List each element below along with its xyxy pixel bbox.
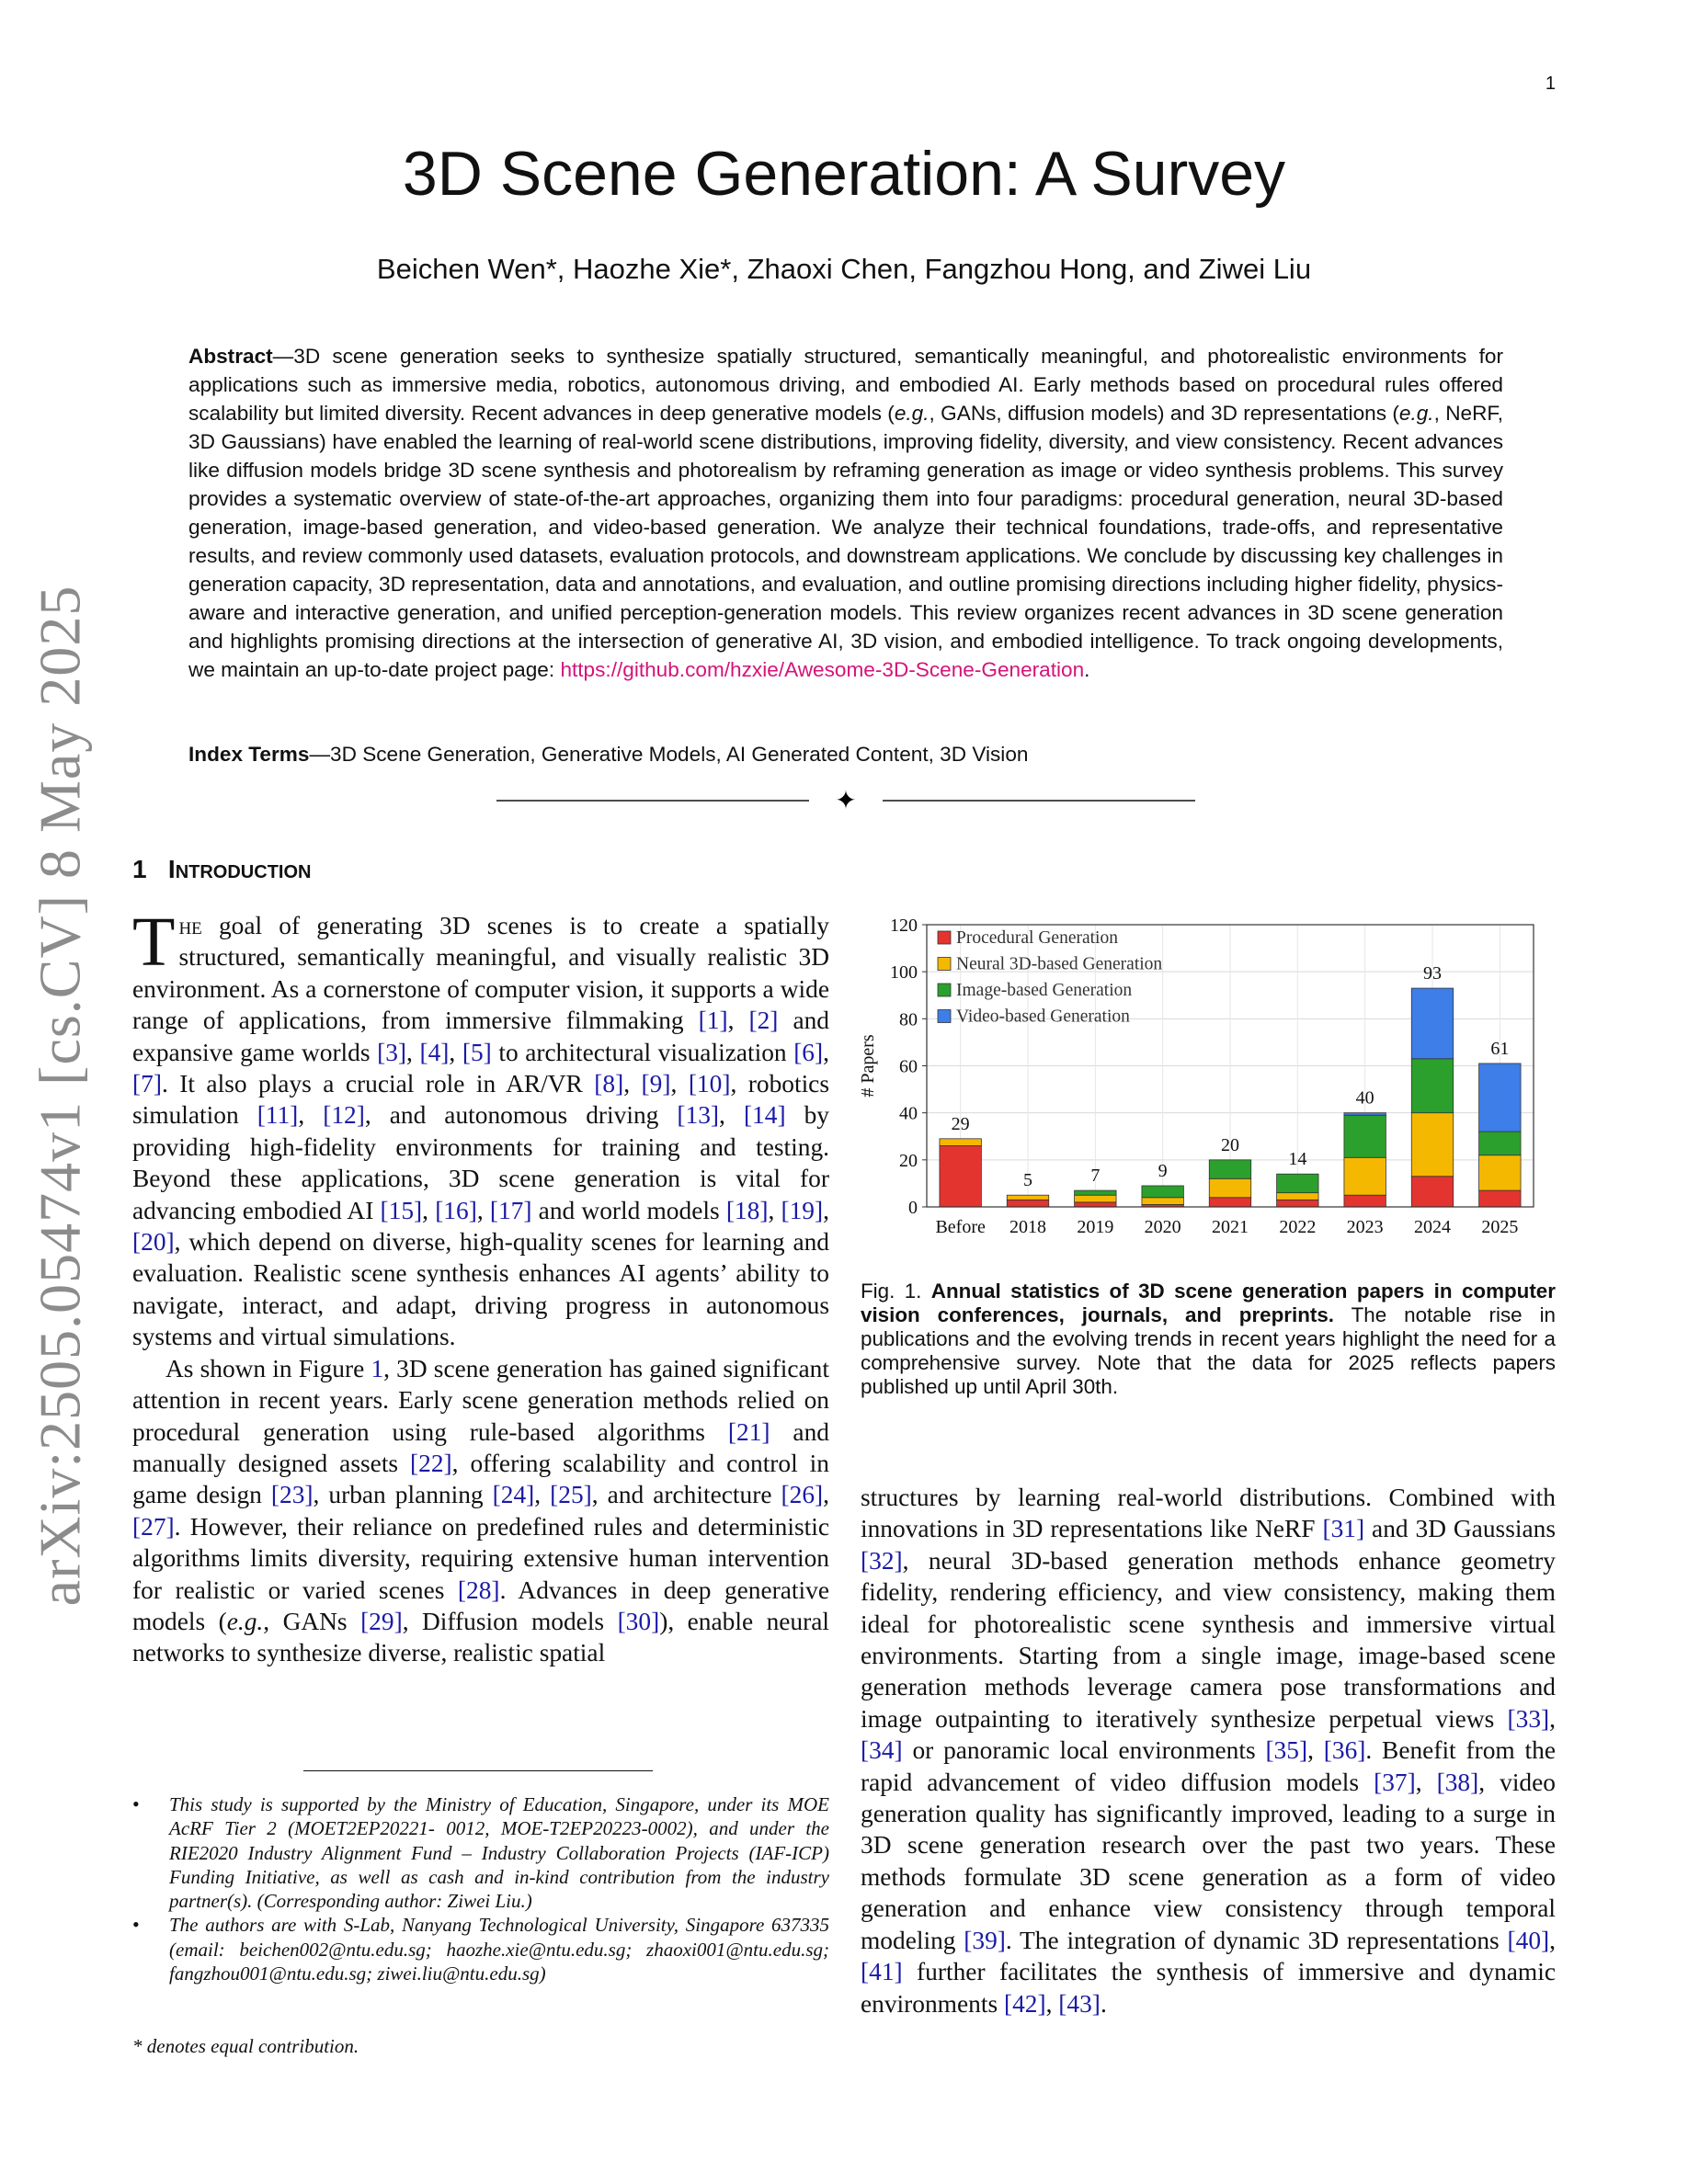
citation-link[interactable]: [31] <box>1322 1515 1365 1543</box>
figure-caption <box>861 1280 1556 1399</box>
bar-segment <box>1411 1113 1453 1177</box>
index-terms <box>188 743 1028 767</box>
legend-label: Video-based Generation <box>956 1007 1130 1027</box>
bar-total-label: 20 <box>1221 1134 1239 1155</box>
citation-link[interactable]: [36] <box>1323 1736 1366 1765</box>
citation-link[interactable]: [6] <box>793 1038 824 1066</box>
arxiv-stamp-text: arXiv:2505.05474v1 [cs.CV] 8 May 2025 <box>27 585 92 1607</box>
section-heading <box>132 855 311 884</box>
x-tick-label: 2020 <box>1144 1217 1181 1237</box>
abstract-text-2: , GANs, diffusion models) and 3D representations ( <box>929 402 1399 425</box>
abstract-label: Abstract <box>188 345 273 368</box>
footnote-rule <box>303 1770 653 1771</box>
bar-segment <box>1075 1190 1116 1195</box>
bar-total-label: 61 <box>1490 1038 1510 1059</box>
bullet-icon: • <box>132 1792 140 1815</box>
y-tick-label: 20 <box>899 1150 918 1171</box>
paper-title: 3D Scene Generation: A Survey <box>402 139 1286 209</box>
citation-link[interactable]: [1] <box>698 1007 728 1035</box>
footnote-text: The authors are with S-Lab, Nanyang Technological University, Singapore 637335 (email: beichen002@ntu.edu.sg; haozhe.xie@ntu.edu.sg; zhaoxi001@ntu.edu.sg; fangzhou001@ntu.edu.sg; ziwei.liu@ntu.edu.sg) <box>169 1914 829 1985</box>
citation-link[interactable]: [7] <box>132 1070 162 1098</box>
citation-link[interactable]: [5] <box>462 1038 492 1066</box>
bar-total-label: 7 <box>1090 1166 1101 1187</box>
bar-segment <box>1209 1160 1250 1178</box>
bar-segment <box>1075 1202 1116 1207</box>
emphasis: e.g. <box>226 1607 264 1635</box>
drop-cap: T <box>132 904 176 981</box>
citation-link[interactable]: [13] <box>677 1101 720 1130</box>
bar-segment <box>1479 1190 1521 1207</box>
intro-right-column <box>861 1482 1556 2019</box>
citation-link[interactable]: [10] <box>688 1070 731 1098</box>
bar-segment <box>1277 1174 1318 1192</box>
y-tick-label: 80 <box>899 1009 918 1030</box>
legend-label: Neural 3D-based Generation <box>956 954 1163 974</box>
bar-segment <box>1007 1195 1048 1200</box>
bar-segment <box>1209 1198 1250 1207</box>
citation-link[interactable]: [15] <box>380 1196 423 1224</box>
citation-link[interactable]: [42] <box>1003 1989 1046 2018</box>
abstract-text: —3D scene generation seeks to synthesize spatially structured, semantically meaningful, and photorealistic environments for applications such as immersive media, robotics, autonomous driving, and embodied AI. Early methods based on procedural rules offered scalability but limited diversity. Recent advances in deep generative models ( <box>188 345 1503 425</box>
citation-link[interactable]: [26] <box>781 1481 824 1509</box>
annual-papers-chart <box>853 912 1552 1247</box>
abstract-end: . <box>1084 658 1090 681</box>
citation-link[interactable]: [27] <box>132 1512 175 1541</box>
x-tick-label: 2021 <box>1212 1217 1249 1237</box>
caption-prefix: Fig. 1. <box>861 1280 931 1302</box>
citation-link[interactable]: [32] <box>861 1546 903 1575</box>
citation-link[interactable]: [22] <box>410 1449 452 1477</box>
bar-segment <box>1142 1186 1183 1198</box>
section-number: 1 <box>132 855 147 883</box>
citation-link[interactable]: [38] <box>1436 1768 1479 1796</box>
citation-link[interactable]: [8] <box>594 1070 624 1098</box>
legend-swatch <box>938 931 951 944</box>
bar-segment <box>1479 1155 1521 1190</box>
bar-segment <box>1344 1115 1386 1157</box>
arxiv-stamp <box>18 585 101 1607</box>
footnote-item <box>132 1913 829 1985</box>
x-tick-label: 2019 <box>1077 1217 1114 1237</box>
bar-total-label: 14 <box>1288 1149 1307 1170</box>
bar-total-label: 5 <box>1023 1170 1032 1191</box>
footnote-text: This study is supported by the Ministry of Education, Singapore, under its MOE AcRF Tier 2 (MOET2EP20221- 0012, MOE-T2EP20223-0002), and under the RIE2020 Industry Alignment Fund – Industry Collaboration Projects (IAF-ICP) Funding Initiative, as well as cash and in-kind contribution from the industry partner(s). (Corresponding author: Ziwei Liu.) <box>169 1793 829 1913</box>
equal-contribution-note: * denotes equal contribution. <box>132 2035 359 2057</box>
citation-link[interactable]: [33] <box>1507 1704 1550 1733</box>
abstract-eg-2: e.g. <box>1398 402 1434 425</box>
citation-link[interactable]: [37] <box>1374 1768 1416 1796</box>
abstract-text-3: , NeRF, 3D Gaussians) have enabled the learning of real-world scene distributions, improving fidelity, diversity, and view consistency. Recent advances like diffusion models bridge 3D scene synthesis and photorealism by reframing generation as image or video synthesis problems. This survey provides a systematic overview of state-of-the-art approaches, organizing them into four paradigms: procedural generation, neural 3D-based generation, image-based generation, and video-based generation. We analyze their technical foundations, trade-offs, and representative results, and review commonly used datasets, evaluation protocols, and downstream applications. We conclude by discussing key challenges in generation capacity, 3D representation, data and annotations, and evaluation, and outline promising directions including higher fidelity, physics-aware and interactive generation, and unified perception-generation models. This review organizes recent advances in 3D scene generation and highlights promising directions at the intersection of generative AI, 3D vision, and embodied intelligence. To track ongoing developments, we maintain an up-to-date project page: <box>188 402 1503 681</box>
bar-total-label: 93 <box>1423 963 1442 984</box>
citation-link[interactable]: [39] <box>964 1926 1006 1954</box>
citation-link[interactable]: [40] <box>1507 1926 1550 1954</box>
bar-total-label: 40 <box>1355 1087 1374 1109</box>
citation-link[interactable]: [9] <box>641 1070 671 1098</box>
citation-link[interactable]: [29] <box>360 1607 403 1635</box>
citation-link[interactable]: [11] <box>257 1101 299 1130</box>
legend-label: Image-based Generation <box>956 981 1133 1000</box>
y-tick-label: 0 <box>908 1198 918 1218</box>
citation-link[interactable]: [21] <box>727 1417 770 1446</box>
bar-segment <box>1479 1132 1521 1155</box>
project-page-link[interactable]: https://github.com/hzxie/Awesome-3D-Scene-Generation <box>560 658 1085 681</box>
intro-left-column <box>132 904 830 1669</box>
bar-segment <box>1007 1200 1048 1207</box>
author-list: Beichen Wen*, Haozhe Xie*, Zhaoxi Chen, Fangzhou Hong, and Ziwei Liu <box>376 253 1312 285</box>
bar-segment <box>1075 1195 1116 1202</box>
x-tick-label: 2024 <box>1414 1217 1451 1237</box>
citation-link[interactable]: [2] <box>748 1007 779 1035</box>
caption-text: The notable rise in publications and the evolving trends in recent years highlight the need for a comprehensive survey. Note that the data for 2025 reflects papers published up until April 30th. <box>861 1303 1557 1398</box>
citation-link[interactable]: [35] <box>1265 1736 1308 1765</box>
legend-swatch <box>938 984 951 996</box>
citation-link[interactable]: [34] <box>861 1736 903 1765</box>
bar-segment <box>1277 1193 1318 1200</box>
bar-segment <box>1479 1064 1521 1132</box>
page-number: 1 <box>1545 74 1556 94</box>
citation-link[interactable]: [43] <box>1058 1989 1101 2018</box>
x-tick-label: 2025 <box>1481 1217 1519 1237</box>
bar-segment <box>1411 1177 1453 1207</box>
caption-title: Annual statistics of 3D scene generation papers in computer vision conferences, journals, and preprints. <box>861 1280 1556 1326</box>
bullet-icon: • <box>132 1913 140 1937</box>
citation-link[interactable]: 1 <box>371 1354 384 1382</box>
bar-segment <box>1344 1157 1386 1195</box>
citation-link[interactable]: [17] <box>489 1196 532 1224</box>
y-tick-label: 60 <box>899 1056 918 1077</box>
abstract-eg-1: e.g. <box>894 402 930 425</box>
citation-link[interactable]: [28] <box>457 1575 500 1604</box>
citation-link[interactable]: [19] <box>781 1196 824 1224</box>
footnotes <box>132 1792 829 1985</box>
index-terms-text: —3D Scene Generation, Generative Models, AI Generated Content, 3D Vision <box>309 743 1029 766</box>
legend-label: Procedural Generation <box>956 928 1118 948</box>
bar-segment <box>1411 988 1453 1059</box>
citation-link[interactable]: [25] <box>550 1481 592 1509</box>
x-tick-label: 2018 <box>1009 1217 1046 1237</box>
intro-paragraph-2: As shown in Figure 1, 3D scene generation has gained significant attention in recent years. Early scene generation methods relied on procedural generation using rule-based algorithms [21] and manually designed assets [22], offering scalability and control in game design [23], urban planning [24], [25], and architecture [26], [27]. However, their reliance on predefined rules and deterministic algorithms limits diversity, requiring extensive human intervention for realistic or varied scenes [28]. Advances in deep generative models (e.g., GANs [29], Diffusion models [30]), enable neural networks to synthesize diverse, realistic spatial <box>132 1354 830 1667</box>
y-tick-label: 40 <box>899 1103 918 1124</box>
x-tick-label: 2022 <box>1279 1217 1317 1237</box>
index-terms-label: Index Terms <box>188 743 310 766</box>
y-tick-label: 100 <box>890 962 918 984</box>
citation-link[interactable]: [3] <box>377 1038 407 1066</box>
bar-segment <box>1209 1178 1250 1197</box>
bar-segment <box>1411 1059 1453 1113</box>
bar-segment <box>940 1145 981 1207</box>
lead-word: he <box>178 912 202 939</box>
bar-total-label: 9 <box>1158 1160 1168 1181</box>
bar-segment <box>1344 1113 1386 1116</box>
bar-segment <box>1277 1200 1318 1207</box>
citation-link[interactable]: [23] <box>270 1481 314 1509</box>
citation-link[interactable]: [14] <box>743 1101 786 1130</box>
citation-link[interactable]: [16] <box>435 1196 477 1224</box>
citation-link[interactable]: [12] <box>323 1101 365 1130</box>
bar-segment <box>940 1139 981 1146</box>
y-tick-label: 120 <box>890 916 918 936</box>
citation-link[interactable]: [30] <box>617 1607 660 1635</box>
bar-segment <box>1344 1195 1386 1207</box>
legend-swatch <box>938 958 951 971</box>
intro-paragraph-1 <box>132 904 829 1353</box>
y-axis-label: # Papers <box>858 1034 878 1098</box>
legend-swatch <box>938 1010 951 1023</box>
intro-paragraph-3: structures by learning real-world distributions. Combined with innovations in 3D representations like NeRF [31] and 3D Gaussians [32], neural 3D-based generation methods enhance geometry fidelity, rendering efficiency, and view consistency, making them ideal for photorealistic scene synthesis and immersive virtual environments. Starting from a single image, image-based scene generation methods leverage camera pose transformations and image outpainting to iteratively synthesize perpetual views [33], [34] or panoramic local environments [35], [36]. Benefit from the rapid advancement of video diffusion models [37], [38], video generation quality has significantly improved, leading to a surge in 3D scene generation research over the past two years. These methods formulate 3D scene generation as a form of video generation and enhance view consistency through temporal modeling [39]. The integration of dynamic 3D representations [40], [41] further facilitates the synthesis of immersive and dynamic environments [42], [43]. <box>861 1484 1557 2018</box>
x-tick-label: Before <box>935 1217 986 1237</box>
intro-paragraph-1-text: goal of generating 3D scenes is to create a spatially structured, semantically meaningful, and visually realistic 3D environment. As a cornerstone of computer vision, it supports a wide range of applications, from immersive filmmaking [1], [2] and expansive game worlds [3], [4], [5] to architectural visualization [6], [7]. It also plays a crucial role in AR/VR [8], [9], [10], robotics simulation [11], [12], and autonomous driving [13], [14] by providing high-fidelity environments for training and testing. Beyond these applications, 3D scene generation is vital for advancing embodied AI [15], [16], [17] and world models [18], [19], [20], which depend on diverse, high-quality scenes for learning and evaluation. Realistic scene synthesis enhances AI agents’ ability to navigate, interact, and adapt, driving progress in autonomous systems and virtual simulations. <box>132 912 829 1351</box>
citation-link[interactable]: [24] <box>492 1481 535 1509</box>
section-divider <box>496 787 1195 814</box>
citation-link[interactable]: [18] <box>725 1196 769 1224</box>
footnote-item <box>132 1792 829 1913</box>
x-tick-label: 2023 <box>1346 1217 1384 1237</box>
divider-star-icon: ✦ <box>835 787 857 814</box>
citation-link[interactable]: [20] <box>132 1228 175 1257</box>
abstract <box>188 342 1503 684</box>
citation-link[interactable]: [4] <box>419 1038 450 1066</box>
section-title: Introduction <box>167 855 312 883</box>
bar-total-label: 29 <box>951 1113 970 1134</box>
bar-segment <box>1142 1198 1183 1205</box>
citation-link[interactable]: [41] <box>861 1958 903 1986</box>
